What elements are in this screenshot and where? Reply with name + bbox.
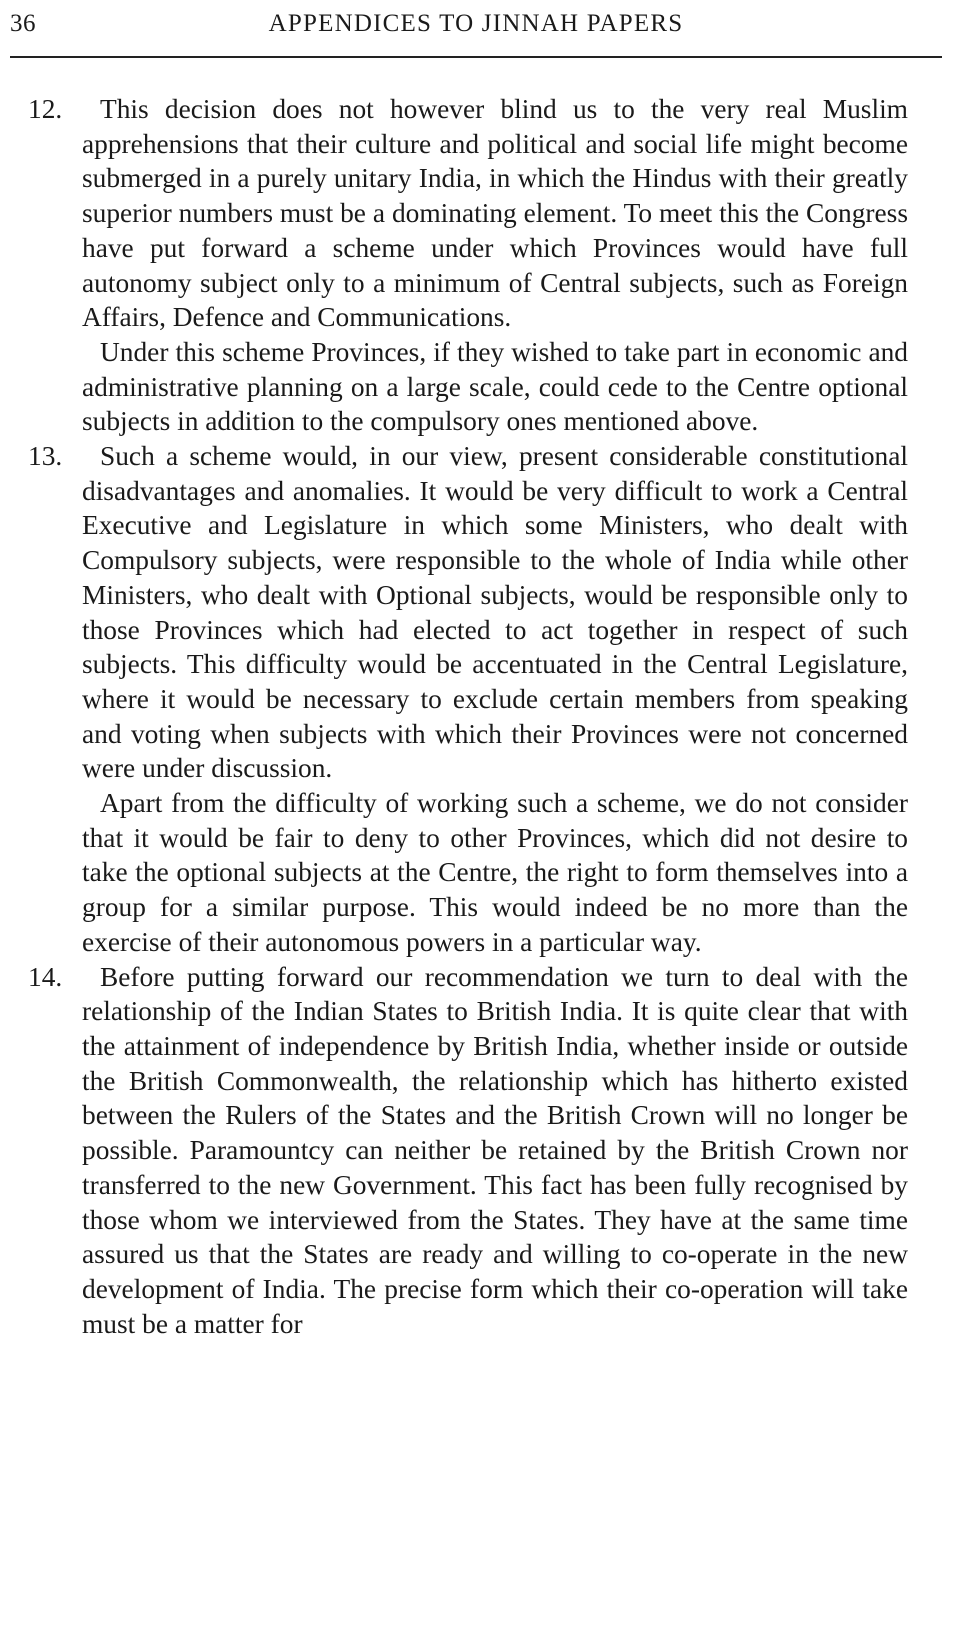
paragraph-text: Apart from the difficulty of working such a scheme, we do not consider that it would be fair to deny to other Provinces, which did not desire to take the optional subjects at the Centre, the right to form themselves into a group for a similar purpose. This would indeed be no more than the exercise of their autonomous powers in a particular way.	[82, 788, 908, 957]
body-text	[28, 92, 908, 1341]
paragraph-13-continued	[28, 786, 908, 960]
paragraph-12	[28, 92, 908, 335]
paragraph-text: Such a scheme would, in our view, present considerable constitutional disadvantages and anomalies. It would be very difficult to work a Central Executive and Legislature in which some Ministers, who dealt with Compulsory subjects, were responsible to the whole of India while other Ministers, who dealt with Optional subjects, would be responsible only to those Provinces which had elected to act together in respect of such subjects. This difficulty would be accentuated in the Central Legislature, where it would be necessary to exclude certain members from speaking and voting when subjects with which their Provinces were not concerned were under discussion.	[82, 441, 908, 784]
paragraph-number: 14.	[28, 961, 63, 992]
page-number: 36	[10, 10, 36, 37]
paragraph-number: 13.	[28, 441, 63, 472]
header-rule	[10, 56, 942, 58]
paragraph-13	[28, 439, 908, 786]
page-header	[10, 4, 942, 54]
running-head: APPENDICES TO JINNAH PAPERS	[268, 10, 684, 37]
paragraph-text: This decision does not however blind us to the very real Muslim apprehensions that their culture and political and social life might become submerged in a purely unitary India, in which the Hindus with their greatly superior numbers must be a dominating element. To meet this the Congress have put forward a scheme under which Provinces would have full autonomy subject only to a minimum of Central subjects, such as Foreign Affairs, Defence and Communications.	[82, 94, 908, 333]
paragraph-text: Before putting forward our recommendation we turn to deal with the relationship of the Indian States to British India. It is quite clear that with the attainment of independence by British India, whether inside or outside the British Commonwealth, the relationship which has hitherto existed between the Rulers of the States and the British Crown will no longer be possible. Paramountcy can neither be retained by the British Crown nor transferred to the new Government. This fact has been fully recognised by those whom we interviewed from the States. They have at the same time assured us that the States are ready and willing to co-operate in the new development of India. The precise form which their co-operation will take must be a matter for	[82, 961, 908, 1339]
paragraph-14	[28, 960, 908, 1342]
paragraph-12-continued	[28, 335, 908, 439]
paragraph-text: Under this scheme Provinces, if they wished to take part in economic and administrative planning on a large scale, could cede to the Centre optional subjects in addition to the compulsory ones mentioned above.	[82, 336, 908, 437]
paragraph-number: 12.	[28, 94, 63, 124]
